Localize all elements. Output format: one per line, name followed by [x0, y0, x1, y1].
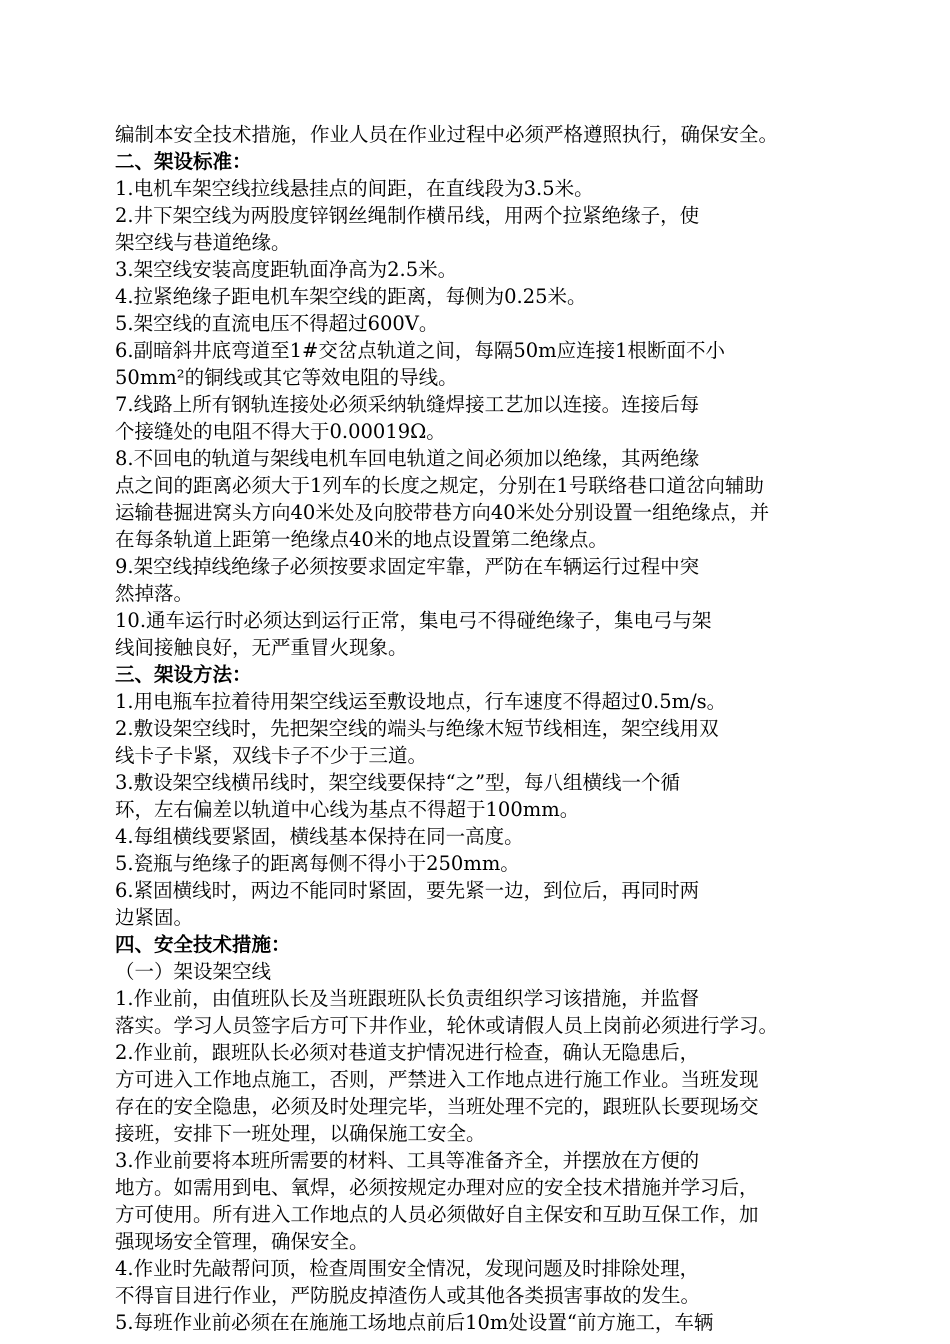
paragraph-line: 落实。学习人员签字后方可下井作业，轮休或请假人员上岗前必须进行学习。: [115, 1014, 779, 1037]
section-heading-standards: 二、架设标准：: [115, 150, 252, 173]
paragraph-line: 4.作业时先敲帮问顶，检查周围安全情况，发现问题及时排除处理，: [115, 1257, 700, 1280]
paragraph-line: 方可进入工作地点施工，否则，严禁进入工作地点进行施工作业。当班发现: [115, 1068, 759, 1091]
paragraph-line: 8.不回电的轨道与架线电机车回电轨道之间必须加以绝缘，其两绝缘: [115, 447, 700, 470]
paragraph-line: 6.紧固横线时，两边不能同时紧固，要先紧一边，到位后，再同时两: [115, 879, 700, 902]
paragraph-line: 4.每组横线要紧固，横线基本保持在同一高度。: [115, 825, 524, 848]
paragraph-line: 接班，安排下一班处理，以确保施工安全。: [115, 1122, 486, 1145]
paragraph-line: 5.架空线的直流电压不得超过600V。: [115, 312, 439, 335]
paragraph-line: 存在的安全隐患，必须及时处理完毕，当班处理不完的，跟班队长要现场交: [115, 1095, 759, 1118]
paragraph-line: 强现场安全管理，确保安全。: [115, 1230, 369, 1253]
paragraph-line: 3.敷设架空线横吊线时，架空线要保持“之”型，每八组横线一个循: [115, 771, 681, 794]
paragraph-line: 7.线路上所有钢轨连接处必须采纳轨缝焊接工艺加以连接。连接后每: [115, 393, 700, 416]
paragraph-line: 4.拉紧绝缘子距电机车架空线的距离，每侧为0.25米。: [115, 285, 587, 308]
paragraph-line: 个接缝处的电阻不得大于0.00019Ω。: [115, 420, 446, 443]
paragraph-line: 编制本安全技术措施，作业人员在作业过程中必须严格遵照执行，确保安全。: [115, 123, 779, 146]
paragraph-line: 3.架空线安装高度距轨面净高为2.5米。: [115, 258, 458, 281]
paragraph-line: 线卡子卡紧，双线卡子不少于三道。: [115, 744, 428, 767]
document-body: [115, 121, 851, 1336]
paragraph-line: 线间接触良好，无严重冒火现象。: [115, 636, 408, 659]
paragraph-line: 3.作业前要将本班所需要的材料、工具等准备齐全，并摆放在方便的: [115, 1149, 700, 1172]
paragraph-line: 50mm²的铜线或其它等效电阻的导线。: [115, 366, 458, 389]
paragraph-line: 9.架空线掉线绝缘子必须按要求固定牢靠，严防在车辆运行过程中突: [115, 555, 700, 578]
paragraph-line: 1.作业前，由值班队长及当班跟班队长负责组织学习该措施，并监督: [115, 987, 700, 1010]
paragraph-line: 点之间的距离必须大于1列车的长度之规定，分别在1号联络巷口道岔向辅助: [115, 474, 764, 497]
paragraph-line: 环，左右偏差以轨道中心线为基点不得超于100mm。: [115, 798, 580, 821]
paragraph-line: 方可使用。所有进入工作地点的人员必须做好自主保安和互助互保工作，加: [115, 1203, 759, 1226]
paragraph-line: 5.每班作业前必须在在施施工场地点前后10m处设置“前方施工，车辆: [115, 1311, 714, 1334]
section-heading-safety: 四、安全技术措施：: [115, 933, 291, 956]
paragraph-line: 2.井下架空线为两股度锌钢丝绳制作横吊线，用两个拉紧绝缘子，使: [115, 204, 700, 227]
paragraph-line: 6.副暗斜井底弯道至1#交岔点轨道之间，每隔50m应连接1根断面不小: [115, 339, 726, 362]
paragraph-line: 1.电机车架空线拉线悬挂点的间距，在直线段为3.5米。: [115, 177, 594, 200]
paragraph-line: 1.用电瓶车拉着待用架空线运至敷设地点，行车速度不得超过0.5m/s。: [115, 690, 727, 713]
paragraph-line: 不得盲目进行作业，严防脱皮掉渣伤人或其他各类损害事故的发生。: [115, 1284, 701, 1307]
section-heading-methods: 三、架设方法：: [115, 663, 252, 686]
paragraph-line: 边紧固。: [115, 906, 194, 929]
paragraph-line: 地方。如需用到电、氧焊，必须按规定办理对应的安全技术措施并学习后，: [115, 1176, 759, 1199]
paragraph-line: 10.通车运行时必须达到运行正常，集电弓不得碰绝缘子，集电弓与架: [115, 609, 712, 632]
paragraph-line: 2.敷设架空线时，先把架空线的端头与绝缘木短节线相连，架空线用双: [115, 717, 719, 740]
subsection-heading: （一）架设架空线: [115, 960, 272, 983]
paragraph-line: 5.瓷瓶与绝缘子的距离每侧不得小于250mm。: [115, 852, 520, 875]
paragraph-line: 2.作业前，跟班队长必须对巷道支护情况进行检查，确认无隐患后，: [115, 1041, 700, 1064]
paragraph-line: 架空线与巷道绝缘。: [115, 231, 291, 254]
paragraph-line: 运输巷掘进窝头方向40米处及向胶带巷方向40米处分别设置一组绝缘点，并: [115, 501, 770, 524]
paragraph-line: 在每条轨道上距第一绝缘点40米的地点设置第二绝缘点。: [115, 528, 608, 551]
paragraph-line: 然掉落。: [115, 582, 194, 605]
